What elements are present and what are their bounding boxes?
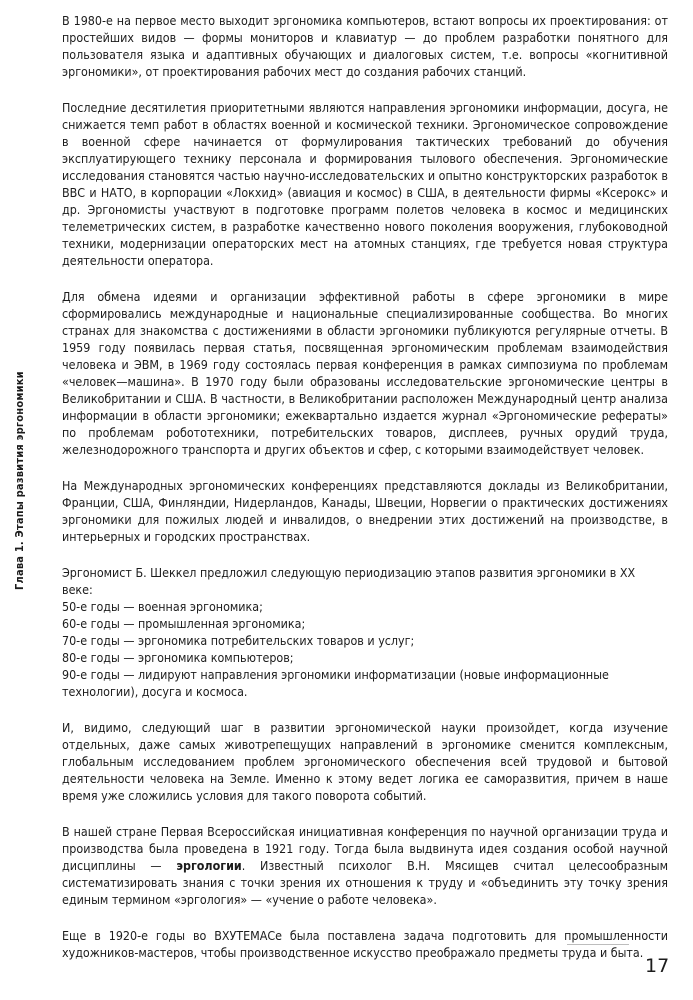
periodization-list [62, 564, 668, 700]
paragraph-vkhutemas: Еще в 1920-е годы во ВХУТЕМАСе была поставлена задача подготовить для промышленности художников-мастеров, чтобы производственное искусство преображало предметы труда и быта. [62, 928, 668, 960]
paragraph-conferences: На Международных эргономических конференциях представляются доклады из Великобритании, Франции, США, Финляндии, Нидерландов, Канады, Швеции, Норвегии о практических достижениях эргономики для пожилых людей и инвалидов, о внедрении этих достижений на производстве, в интерьерных и городских пространствах. [62, 478, 668, 544]
ergology-text-before: В нашей стране Первая Всероссийская инициативная конференция по научной организации труда и производства была проведена в 1921 году. Тогда была выдвинута идея создания особой научной дисциплины — [62, 824, 668, 873]
paragraph-recent-decades: Последние десятилетия приоритетными являются направления эргономики информации, досуга, не снижается темп работ в областях военной и космической техники. Эргономическое сопровождение в военной сфере начинается от формулирования тактических требований до обучения эксплуатирующего технику персонала и формирования тылового обеспечения. Эргономические исследования становятся частью научно-исследовательских и опытно конструкторских разработок в ВВС и НАТО, в корпорации «Локхид» (авиация и космос) в США, в деятельности фирмы «Ксерокс» и др. Эргономисты участвуют в подготовке программ полетов человека в космос и медицинских телеметрических систем, в разработке качественно нового поколения вооружения, глубоководной техники, модернизации операторских мест на атомных станциях, где требуется новая структура деятельности оператора. [62, 100, 668, 268]
main-text [62, 12, 668, 980]
page-number: 17 [645, 955, 670, 977]
periodization-intro: Эргономист Б. Шеккел предложил следующую периодизацию этапов развития эргономики в XX веке: [62, 565, 636, 597]
period-item: 60-е годы — промышленная эргономика; [62, 616, 306, 631]
paragraph-ergology [62, 823, 668, 908]
period-item: 50-е годы — военная эргономика; [62, 599, 263, 614]
period-item: 80-е годы — эргономика компьютеров; [62, 650, 294, 665]
paragraph-next-step: И, видимо, следующий шаг в развитии эргономической науки произойдет, когда изучение отдельных, даже самых животрепещущих направлений в эргономике сменится комплексным, глобальным исследованием проблем эргономического обеспечения всей трудовой и бытовой деятельности человека на Земле. Именно к этому ведет логика ее саморазвития, причем в наше время уже сложились условия для такого поворота событий. [62, 720, 668, 803]
footer-rule [567, 944, 629, 945]
paragraph-computer-ergonomics: В 1980-е на первое место выходит эргономика компьютеров, встают вопросы их проектирования: от простейших видов — формы мониторов и клавиатур — до проблем разработки понятного для пользователя языка и адаптивных обучающих и диалоговых систем, т.е. вопросы «когнитивной эргономики», от проектирования рабочих мест до создания рабочих станций. [62, 13, 668, 79]
period-item: 70-е годы — эргономика потребительских товаров и услуг; [62, 633, 415, 648]
ergology-text-after: . Известный психолог В.Н. Мясищев считал целесообразным систематизировать знания с точки зрения их отношения к труду и «объединить эту точку зрения единым термином «эргология» — «учение о работе человека». [62, 858, 668, 907]
ergology-term: эргологии [176, 858, 242, 873]
period-item: 90-е годы — лидируют направления эргономики информатизации (новые информационные технологии), досуга и космоса. [62, 667, 609, 699]
paragraph-communities: Для обмена идеями и организации эффективной работы в сфере эргономики в мире сформировались международные и национальные специализированные сообщества. Во многих странах для знакомства с достижениями в области эргономики публикуются регулярные отчеты. В 1959 году появилась первая статья, посвященная эргономическим проблемам взаимодействия человека и ЭВМ, в 1969 году состоялась первая конференция в рамках симпозиума по проблемам «человек—машина». В 1970 году были образованы исследовательские эргономические центры в Великобритании и США. В частности, в Великобритании расположен Международный центр анализа информации в области эргономики; ежеквартально издается журнал «Эргономические рефераты» по проблемам робототехники, потребительских товаров, дисплеев, ручных орудий труда, железнодорожного транспорта и других объектов и сфер, с которыми взаимодействует человек. [62, 289, 668, 457]
chapter-side-label: Глава 1. Этапы развития эргономики [13, 371, 26, 590]
